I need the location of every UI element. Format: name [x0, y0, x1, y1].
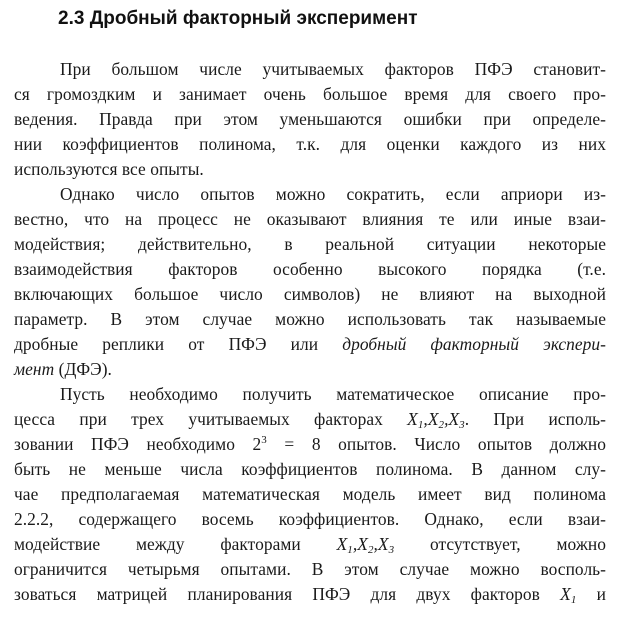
- paragraph-2-text: дробные реплики от ПФЭ или: [14, 334, 343, 354]
- paragraph-3-line: [14, 532, 606, 557]
- paragraph-3-line: чае предполагаемая математическая модель имеет вид полинома: [14, 484, 606, 504]
- factor-subscript: 2: [438, 419, 445, 431]
- paragraph-2-line: модействия; действительно, в реальной ситуации некоторые: [14, 234, 606, 254]
- factor-formula: [407, 409, 465, 429]
- paragraph-3-text: цесса при трех учитываемых факторах: [14, 409, 408, 429]
- paragraph-2-line: взаимодействия факторов особенно высокого порядка (т.е.: [14, 259, 606, 279]
- factor-letter: X: [560, 584, 571, 604]
- paragraph-3-text: модействие между факторами: [14, 534, 337, 554]
- paragraph-3-line: быть не меньше числа коэффициентов полинома. В данном слу-: [14, 459, 606, 479]
- factor-letter: X: [336, 534, 348, 554]
- paragraph-2-line: [14, 357, 606, 382]
- paragraph-3-text: зоваться матрицей планирования ПФЭ для двух факторов: [14, 584, 561, 604]
- paragraph-3-line: [14, 407, 606, 432]
- paragraph-3-text: . При исполь-: [464, 409, 606, 429]
- paragraph-1-line: ведения. Правда при этом уменьшаются ошибки при определе-: [14, 109, 606, 129]
- factor-subscript: 3: [388, 544, 395, 556]
- factor-subscript: 3: [459, 419, 465, 431]
- formula-comma: ,: [444, 409, 449, 429]
- paragraph-3-text: отсутствует, можно: [394, 534, 606, 554]
- paragraph-1-line: При большом числе учитываемых факторов ПФЭ становит-: [60, 59, 606, 79]
- factor-formula: [560, 584, 576, 604]
- factor-letter: X: [377, 534, 389, 554]
- formula-comma: ,: [352, 534, 358, 554]
- factor-subscript: 2: [367, 544, 374, 556]
- paragraph-1-line: нии коэффициентов полинома, т.к. для оценки каждого из них: [14, 134, 606, 154]
- factor-letter: X: [407, 409, 418, 429]
- exponent: 3: [261, 434, 267, 446]
- term-italic: дробный факторный экспери-: [342, 334, 606, 354]
- paragraph-3-text: зовании ПФЭ необходимо 2: [14, 434, 262, 454]
- paragraph-2-line: вестно, что на процесс не оказывают влияния те или иные взаи-: [14, 209, 606, 229]
- factor-letter: X: [427, 409, 439, 429]
- paragraph-2-line: параметр. В этом случае можно использовать так называемые: [14, 309, 606, 329]
- factor-subscript: 1: [570, 594, 577, 606]
- paragraph-3-line: [14, 582, 606, 607]
- paragraph-2-text: (ДФЭ).: [54, 359, 112, 379]
- term-italic: мент: [14, 359, 55, 379]
- formula-comma: ,: [373, 534, 378, 554]
- factor-letter: X: [357, 534, 368, 554]
- paragraph-3-line: Пусть необходимо получить математическое описание про-: [60, 384, 606, 404]
- paragraph-3-line: [14, 432, 606, 457]
- paragraph-3-text: и: [576, 584, 606, 604]
- paragraph-1-line: ся громоздким и занимает очень большое время для своего про-: [14, 84, 606, 104]
- paragraph-1-line: используются все опыты.: [14, 159, 204, 179]
- paragraph-2-line: [14, 332, 606, 357]
- formula-comma: ,: [423, 409, 428, 429]
- factor-subscript: 1: [347, 544, 353, 556]
- paragraph-3-line: ограничится четырьмя опытами. В этом случае можно восполь-: [14, 559, 606, 579]
- factor-letter: X: [448, 409, 460, 429]
- section-heading: 2.3 Дробный факторный эксперимент: [58, 8, 418, 29]
- paragraph-2-line: включающих большое число символов) не влияют на выходной: [14, 284, 606, 304]
- paragraph-3-text: = 8 опытов. Число опытов должно: [266, 434, 606, 454]
- factor-subscript: 1: [417, 419, 424, 431]
- paragraph-3-line: 2.2.2, содержащего восемь коэффициентов. Однако, если взаи-: [14, 509, 606, 529]
- factor-formula: [337, 534, 395, 554]
- paragraph-2-line: Однако число опытов можно сократить, если априори из-: [60, 184, 606, 204]
